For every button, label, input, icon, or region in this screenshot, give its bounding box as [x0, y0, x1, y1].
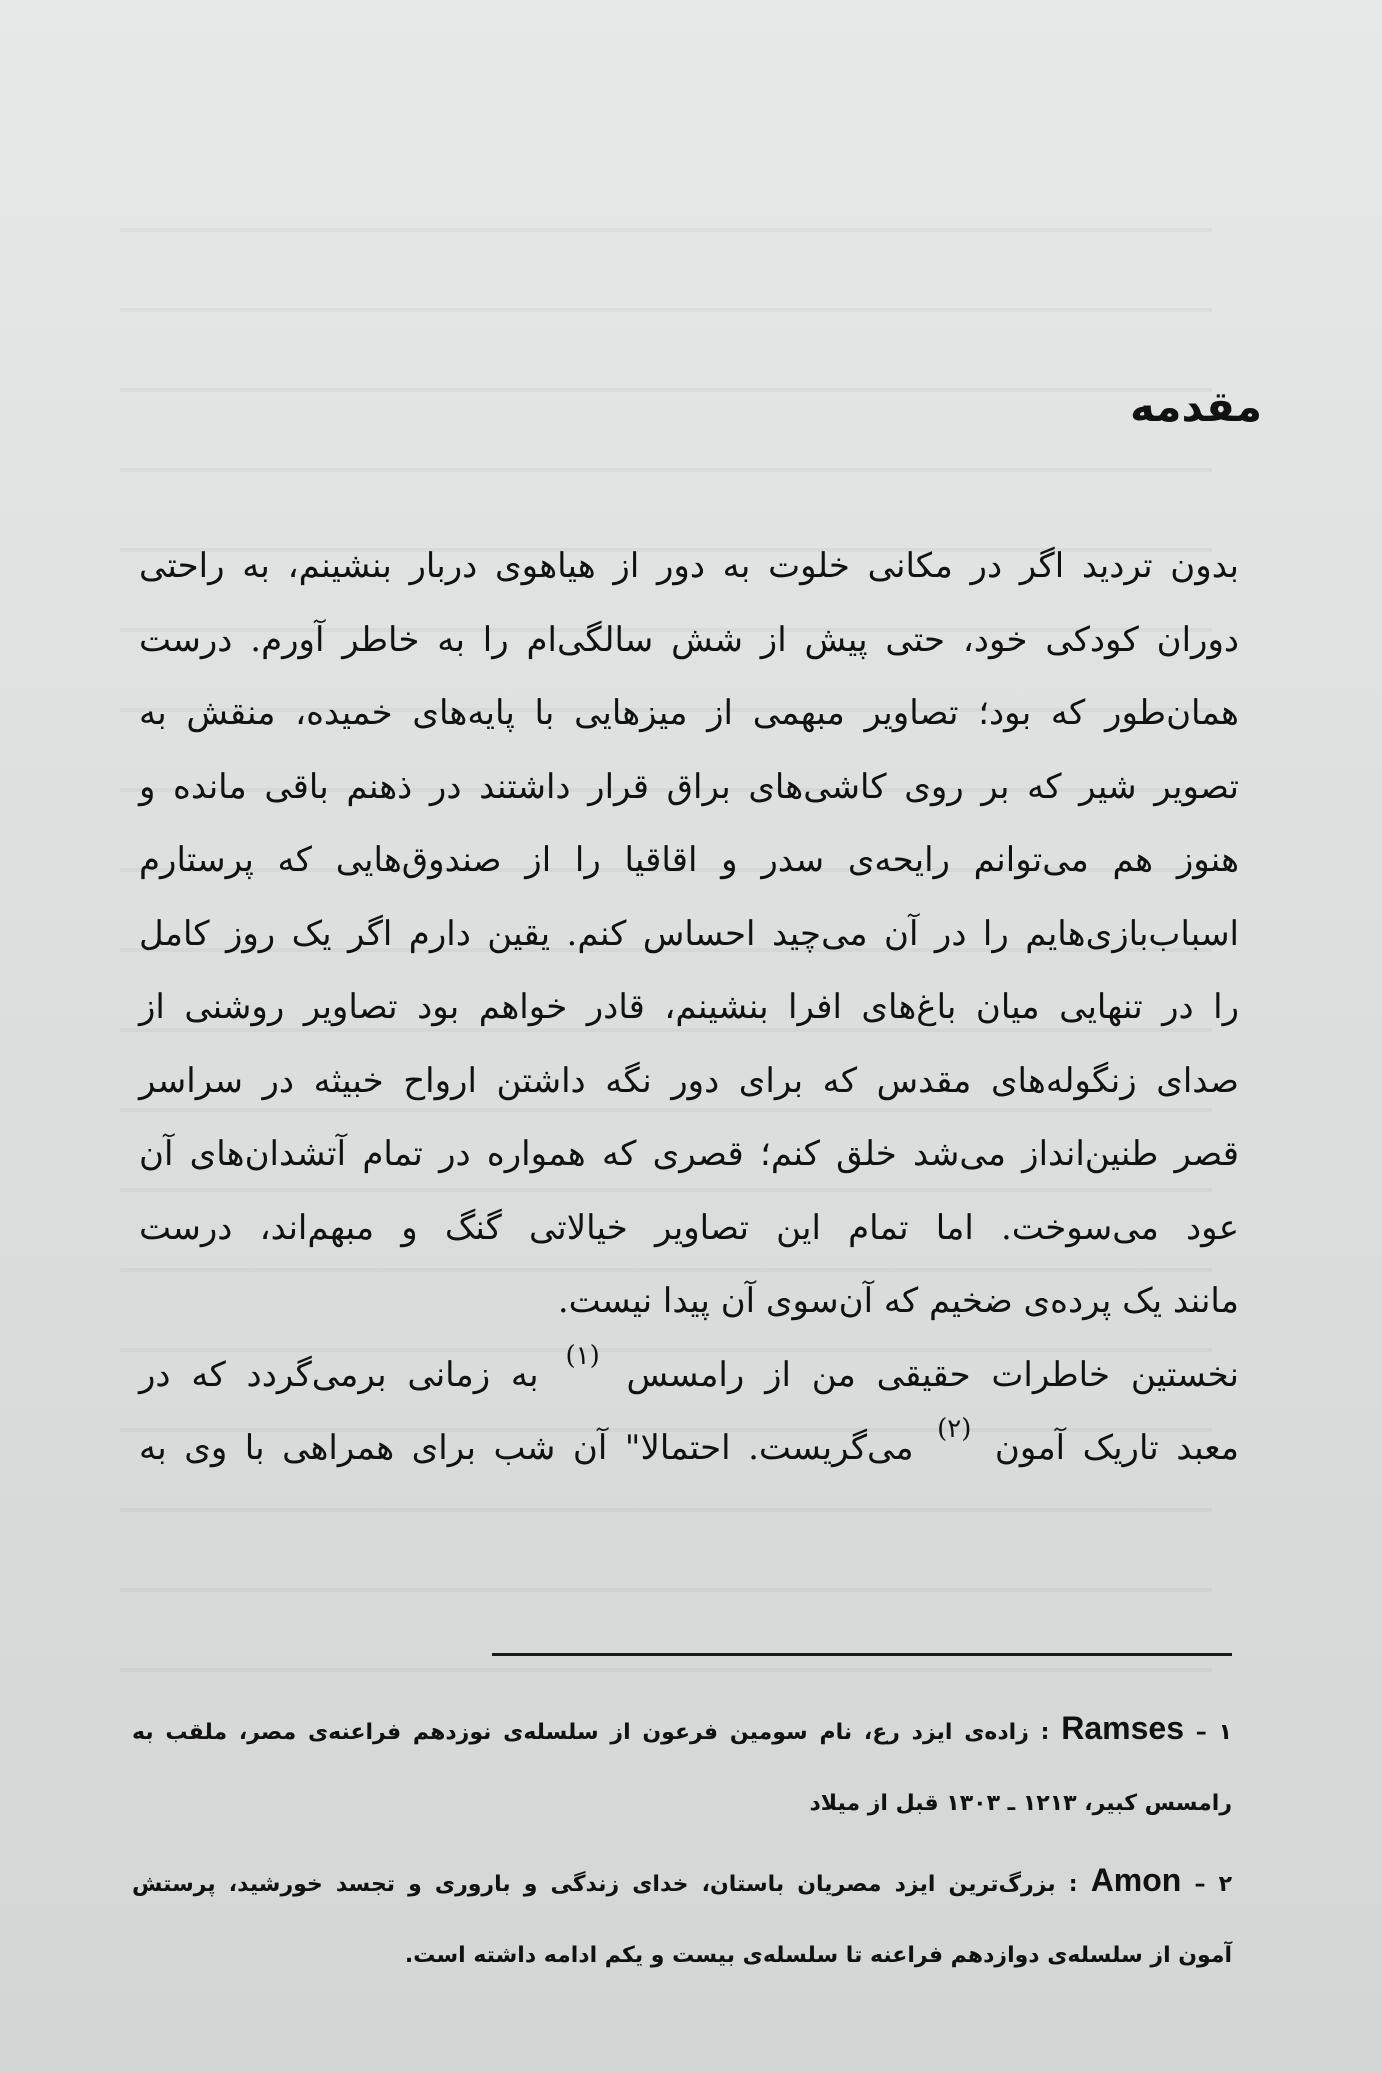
footnote-term: Ramses — [1061, 1710, 1184, 1746]
footnote-line: رامسس کبیر، ۱۲۱۳ ـ ۱۳۰۳ قبل از میلاد — [809, 1791, 1232, 1816]
text-segment: نخستین خاطرات حقیقی من از رامسس — [626, 1354, 1239, 1395]
footnote-line — [132, 1690, 1232, 1766]
footnote-separator: : — [1068, 1872, 1078, 1897]
text-segment: به زمانی برمی‌گردد که در — [139, 1354, 539, 1395]
text-line: تصویر شیر که بر روی کاشی‌های براق قرار داشتند در ذهنم باقی مانده و — [139, 766, 1239, 807]
footnote-separator: : — [1040, 1720, 1050, 1745]
text-line: بدون تردید اگر در مکانی خلوت به دور از هیاهوی دربار بنشینم، به راحتی — [139, 546, 1239, 586]
text-line: عود می‌سوخت. اما تمام این تصاویر خیالاتی گنگ و مبهم‌اند، درست — [139, 1207, 1239, 1248]
footnote-number: ۱ – — [1195, 1720, 1232, 1745]
footnote-line: آمون از سلسله‌ی دوازدهم فراعنه تا سلسله‌ی بیست و یکم ادامه داشته است. — [404, 1943, 1232, 1968]
body-text — [139, 530, 1239, 1486]
footnote-text: بزرگ‌ترین ایزد مصریان باستان، خدای زندگی و باروری و تجسد خورشید، پرستش — [132, 1872, 1056, 1897]
text-segment: معبد تاریک آمون — [994, 1428, 1240, 1468]
footnote-ref-2: (۲) — [937, 1414, 972, 1444]
footnote-term: Amon — [1090, 1862, 1182, 1898]
paragraph-end-line: مانند یک پرده‌ی ضخیم که آن‌سوی آن پیدا نیست. — [557, 1281, 1239, 1321]
text-line: همان‌طور که بود؛ تصاویر مبهمی از میزهایی با پایه‌های خمیده، منقش به — [139, 693, 1239, 733]
footnote-1 — [132, 1690, 1232, 1842]
footnote-ref-1: (۱) — [565, 1340, 600, 1371]
text-line: را در تنهایی میان باغ‌های افرا بنشینم، قادر خواهم بود تصاویر روشنی از — [139, 987, 1239, 1027]
text-line: قصر طنین‌انداز می‌شد خلق کنم؛ قصری که همواره در تمام آتشدان‌های آن — [139, 1134, 1239, 1174]
text-line: صدای زنگوله‌های مقدس که برای دور نگه داشتن ارواح خبیثه در سراسر — [139, 1060, 1239, 1101]
footnote-2 — [132, 1842, 1232, 1994]
footnote-number: ۲ – — [1194, 1872, 1232, 1897]
chapter-heading: مقدمه — [1130, 382, 1262, 431]
text-line: دوران کودکی خود، حتی پیش از شش سالگی‌ام را به خاطر آورم. درست — [139, 619, 1239, 660]
text-segment: می‌گریست. احتمالا" آن شب برای همراهی با وی به — [139, 1428, 914, 1468]
text-line: هنوز هم می‌توانم رایحه‌ی سدر و اقاقیا را از صندوق‌هایی که پرستارم — [139, 840, 1239, 880]
text-line: اسباب‌بازی‌هایم را در آن می‌چید احساس کنم. یقین دارم اگر یک روز کامل — [139, 913, 1239, 954]
footnote-text: زاده‌ی ایزد رع، نام سومین فرعون از سلسله‌ی نوزدهم فراعنه‌ی مصر، ملقب به — [132, 1720, 1029, 1745]
footnotes — [132, 1690, 1232, 1994]
footnote-divider — [492, 1653, 1232, 1656]
text-line-with-footnote — [139, 1339, 1239, 1413]
footnote-line — [132, 1842, 1232, 1918]
text-line-with-footnote — [139, 1412, 1239, 1486]
